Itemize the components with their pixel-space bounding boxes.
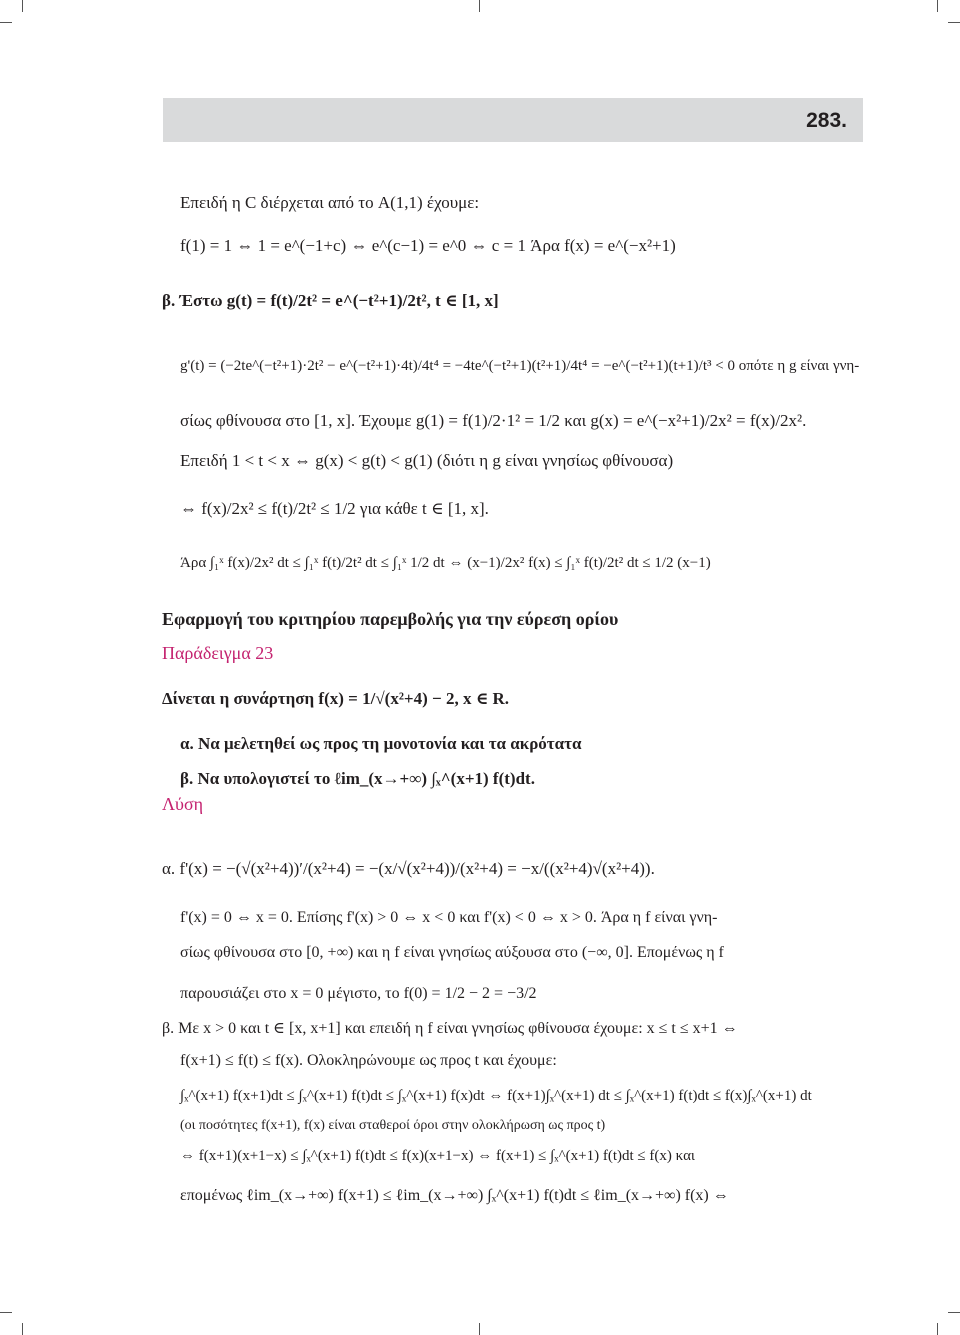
crop-mark-br-h xyxy=(948,1312,960,1313)
equation-line: ⇔ f(x)/2x² ≤ f(t)/2t² ≤ 1/2 για κάθε t ∈ [1, x]. xyxy=(180,499,489,518)
crop-mark-tl-v xyxy=(22,0,23,12)
equation-line: Άρα ∫₁ˣ f(x)/2x² dt ≤ ∫₁ˣ f(t)/2t² dt ≤ ∫₁ˣ 1/2 dt ⇔ (x−1)/2x² f(x) ≤ ∫₁ˣ f(t)/2t² dt ≤ 1/2 (x−1) xyxy=(180,555,711,571)
problem-statement: Δίνεται η συνάρτηση f(x) = 1/√(x²+4) − 2, x ∈ R. xyxy=(162,689,510,708)
text-line: Επειδή 1 < t < x ⇔ g(x) < g(t) < g(1) (διότι η g είναι γνησίως φθίνουσα) xyxy=(180,451,674,470)
crop-mark-bl-v xyxy=(22,1323,23,1335)
crop-mark-bl-h xyxy=(0,1312,12,1313)
problem-part-a: α. Να μελετηθεί ως προς τη μονοτονία και τα ακρότατα xyxy=(180,734,582,753)
text-line: σίως φθίνουσα στο [0, +∞) και η f είναι γνησίως αύξουσα στο (−∞, 0]. Επομένως η f xyxy=(180,944,724,961)
equation-line: ∫ₓ^(x+1) f(x+1)dt ≤ ∫ₓ^(x+1) f(t)dt ≤ ∫ₓ^(x+1) f(x)dt ⇔ f(x+1)∫ₓ^(x+1) dt ≤ ∫ₓ^(x+1) f(t)dt ≤ f(x)∫ₓ^(x+1) dt xyxy=(180,1088,812,1104)
equation-line: g'(t) = (−2te^(−t²+1)·2t² − e^(−t²+1)·4t)/4t⁴ = −4te^(−t²+1)(t²+1)/4t⁴ = −e^(−t²+1)(t+1)/t³ < 0 οπότε η g είναι γνη- xyxy=(180,358,860,374)
section-heading: Εφαρμογή του κριτηρίου παρεμβολής για την εύρεση ορίου xyxy=(162,609,619,629)
crop-mark-tr-h xyxy=(948,22,960,23)
example-title: Παράδειγμα 23 xyxy=(162,643,274,663)
problem-part-b: β. Να υπολογιστεί το ℓim_(x→+∞) ∫ₓ^(x+1) f(t)dt. xyxy=(180,769,535,788)
crop-mark-br-v xyxy=(937,1323,938,1335)
text-line: f(x+1) ≤ f(t) ≤ f(x). Ολοκληρώνουμε ως προς t και έχουμε: xyxy=(180,1052,557,1069)
text-line: Επειδή η C διέρχεται από το A(1,1) έχουμε: xyxy=(180,193,480,212)
equation-line: ⇔ f(x+1)(x+1−x) ≤ ∫ₓ^(x+1) f(t)dt ≤ f(x)(x+1−x) ⇔ f(x+1) ≤ ∫ₓ^(x+1) f(t)dt ≤ f(x) και xyxy=(180,1148,695,1164)
equation-line: β. Έστω g(t) = f(t)/2t² = e^(−t²+1)/2t², t ∈ [1, x] xyxy=(162,291,499,310)
text-line: f'(x) = 0 ⇔ x = 0. Επίσης f'(x) > 0 ⇔ x < 0 και f'(x) < 0 ⇔ x > 0. Άρα η f είναι γνη- xyxy=(180,909,718,926)
equation-line: σίως φθίνουσα στο [1, x]. Έχουμε g(1) = f(1)/2·1² = 1/2 και g(x) = e^(−x²+1)/2x² = f(x)/2x². xyxy=(180,411,807,430)
crop-mark-tr-v xyxy=(937,0,938,12)
page-content xyxy=(162,0,880,1335)
equation-line: f(1) = 1 ⇔ 1 = e^(−1+c) ⇔ e^(c−1) = e^0 ⇔ c = 1 Άρα f(x) = e^(−x²+1) xyxy=(180,236,676,255)
crop-mark-tl-h xyxy=(0,22,12,23)
text-line: β. Με x > 0 και t ∈ [x, x+1] και επειδή η f είναι γνησίως φθίνουσα έχουμε: x ≤ t ≤ x+1 ⇔ xyxy=(162,1020,738,1037)
equation-line: επομένως ℓim_(x→+∞) f(x+1) ≤ ℓim_(x→+∞) ∫ₓ^(x+1) f(t)dt ≤ ℓim_(x→+∞) f(x) ⇔ xyxy=(180,1187,729,1204)
solution-title: Λύση xyxy=(162,794,204,814)
equation-line: α. f'(x) = −(√(x²+4))′/(x²+4) = −(x/√(x²+4))/(x²+4) = −x/((x²+4)√(x²+4)). xyxy=(162,859,655,878)
text-line: παρουσιάζει στο x = 0 μέγιστο, το f(0) = 1/2 − 2 = −3/2 xyxy=(180,985,537,1002)
page-number: 283. xyxy=(806,109,847,132)
note-line: (οι ποσότητες f(x+1), f(x) είναι σταθεροί όροι στην ολοκλήρωση ως προς t) xyxy=(180,1118,606,1133)
